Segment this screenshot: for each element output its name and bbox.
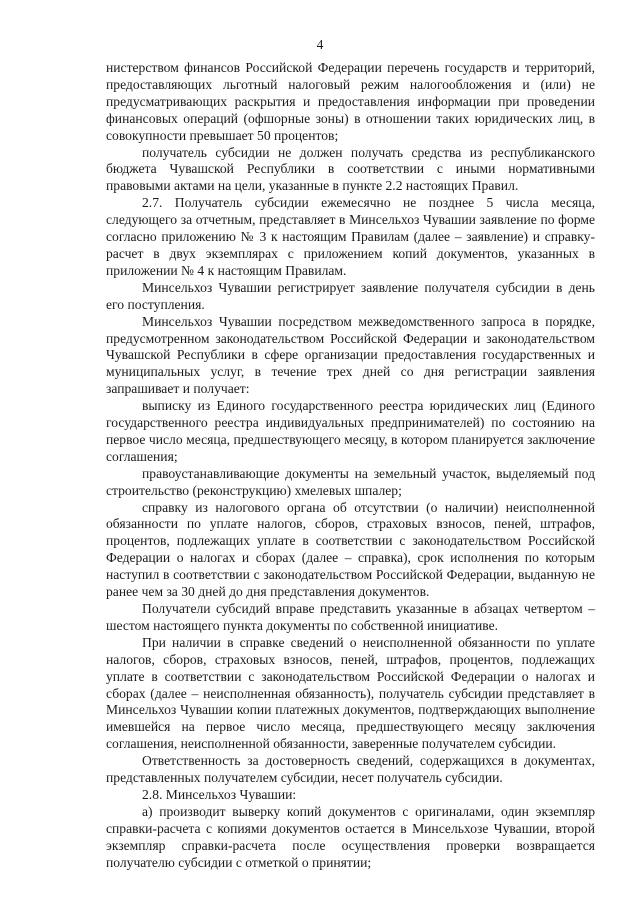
paragraph-2-7: 2.7. Получатель субсидии ежемесячно не позднее 5 числа месяца, следующего за отчетным, представляет в Минсельхоз Чувашии заявление по форме согласно приложению № 3 к настоящим Правилам (далее – заявление) и справку-расчет в двух экземплярах с приложением копий документов, указанных в приложении № 4 к настоящим Правилам. — [106, 195, 595, 278]
paragraph-offshore-continuation: нистерством финансов Российской Федерации перечень государств и территорий, предоставляющих льготный налоговый режим налогообложения и (или) не предусматривающих раскрытия и предоставления информации при проведении финансовых операций (офшорные зоны) в отношении таких юридических лиц, в совокупности превышает 50 процентов; — [106, 60, 595, 143]
paragraph-tax-certificate: справку из налогового органа об отсутствии (о наличии) неисполненной обязанности по уплате налогов, сборов, страховых взносов, пеней, штрафов, процентов, подлежащих уплате в соответствии с законодательством Российской Федерации о налогах и сборах (далее – справка), срок исполнения по которым наступил в соответствии с законодательством Российской Федерации, выданную не ранее чем за 30 дней до дня представления документов. — [106, 499, 595, 600]
paragraph-own-initiative: Получатели субсидий вправе представить указанные в абзацах четвертом – шестом настоящего пункта документы по собственной инициативе. — [106, 601, 595, 633]
paragraph-registration: Минсельхоз Чувашии регистрирует заявление получателя субсидии в день его поступления. — [106, 279, 595, 312]
paragraph-2-8-a: а) производит выверку копий документов с оригиналами, один экземпляр справки-расчета с копиями документов остается в Минсельхозе Чувашии, второй экземпляр справки-расчета после осуществления проверки возвращается получателю субсидии с отметкой о принятии; — [106, 803, 595, 870]
paragraph-2-8: 2.8. Минсельхоз Чувашии: — [142, 786, 297, 802]
paragraph-land-documents: правоустанавливающие документы на земельный участок, выделяемый под строительство (реконструкцию) хмелевых шпалер; — [106, 465, 595, 498]
paragraph-budget-funds: получатель субсидии не должен получать средства из республиканского бюджета Чувашской Республики в соответствии с иными нормативными правовыми актами на цели, указанные в пункте 2.2 настоящих Правил. — [106, 144, 595, 194]
paragraph-interagency-request: Минсельхоз Чувашии посредством межведомственного запроса в порядке, предусмотренном законодательством Российской Федерации и законодательством Чувашской Республики в сфере организации предоставления государственных и муниципальных услуг, в течение трех дней со дня регистрации заявления запрашивает и получает: — [106, 313, 595, 397]
paragraph-responsibility: Ответственность за достоверность сведений, содержащихся в документах, представленных получателем субсидии, несет получатель субсидии. — [106, 753, 595, 786]
paragraph-egrul-extract: выписку из Единого государственного реестра юридических лиц (Единого государственного реестра индивидуальных предпринимателей) по состоянию на первое число месяца, предшествующего месяцу, в котором планируется заключение соглашения; — [106, 398, 595, 464]
paragraph-outstanding-obligation: При наличии в справке сведений о неисполненной обязанности по уплате налогов, сборов, страховых взносов, пеней, штрафов, процентов, подлежащих уплате в соответствии с законодательством Российской Федерации о налогах и сборах (далее – неисполненная обязанность), получатель субсидии представляет в Минсельхоз Чувашии копии платежных документов, подтверждающих выполнение имевшейся на первое число месяца, предшествующего месяцу заключения соглашения, неисполненной обязанности, заверенные получателем субсидии. — [106, 634, 595, 752]
page-number: 4 — [316, 37, 324, 52]
document-body — [106, 60, 595, 872]
